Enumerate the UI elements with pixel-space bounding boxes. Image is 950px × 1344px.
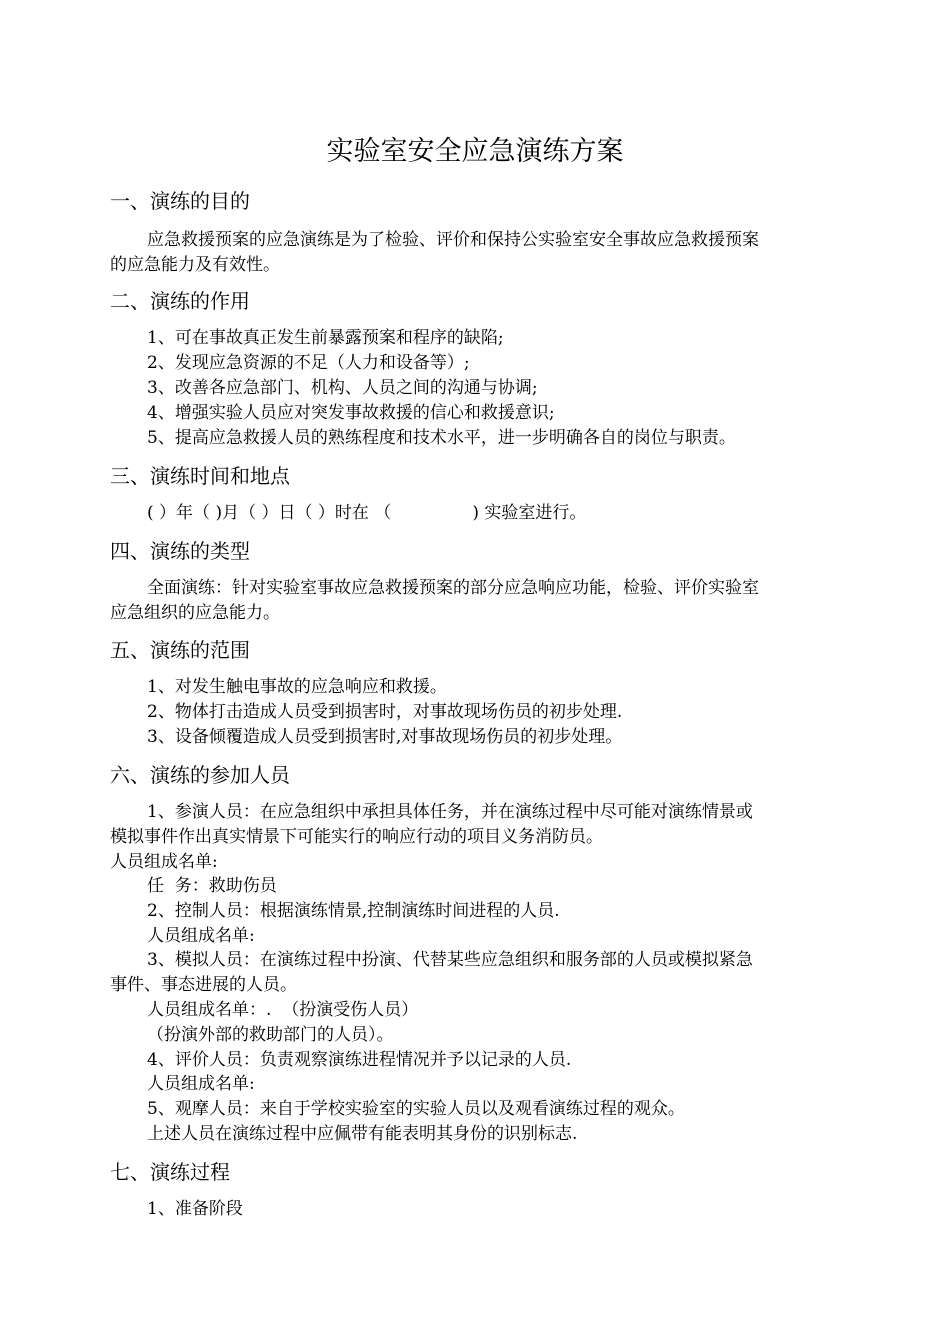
list-item: 3、设备倾覆造成人员受到损害时,对事故现场伤员的初步处理。	[147, 727, 623, 747]
section-heading-participants: 六、演练的参加人员	[110, 763, 290, 787]
list-item: 1、准备阶段	[147, 1199, 243, 1219]
section-heading-scope: 五、演练的范围	[110, 638, 250, 662]
roster-line: 人员组成名单:	[147, 1074, 255, 1094]
section-heading-time-place: 三、演练时间和地点	[110, 464, 290, 488]
paragraph-line: 的应急能力及有效性。	[110, 255, 280, 275]
list-item: 4、增强实验人员应对突发事故救援的信心和救援意识;	[147, 403, 555, 423]
list-item: 4、评价人员：负责观察演练进程情况并予以记录的人员.	[147, 1050, 572, 1070]
paragraph-line: 应急组织的应急能力。	[110, 603, 280, 623]
list-item: 2、发现应急资源的不足（人力和设备等）;	[147, 353, 470, 373]
roster-line: 人员组成名单:	[110, 852, 218, 872]
paragraph-line: 模拟事件作出真实情景下可能实行的响应行动的项目义务消防员。	[110, 827, 603, 847]
document-title: 实验室安全应急演练方案	[326, 136, 624, 167]
task-line: 任 务：救助伤员	[147, 876, 277, 896]
paragraph-line: 3、模拟人员：在演练过程中扮演、代替某些应急组织和服务部的人员或模拟紧急	[147, 950, 753, 970]
roster-line: 人员组成名单：. （扮演受伤人员）	[147, 1000, 419, 1020]
list-item: 5、观摩人员：来自于学校实验室的实验人员以及观看演练过程的观众。	[147, 1099, 685, 1119]
roster-line: （扮演外部的救助部门的人员）。	[147, 1025, 394, 1045]
list-item: 1、对发生触电事故的应急响应和救援。	[147, 677, 447, 697]
time-place-line: ( ）年（ )月（ ）日（ ）时在 （ ) 实验室进行。	[147, 503, 587, 523]
list-item: 2、物体打击造成人员受到损害时，对事故现场伤员的初步处理.	[147, 702, 623, 722]
section-heading-purpose: 一、演练的目的	[110, 189, 250, 213]
roster-line: 人员组成名单:	[147, 926, 255, 946]
paragraph-line: 事件、事态进展的人员。	[110, 975, 297, 995]
paragraph-line: 全面演练：针对实验室事故应急救援预案的部分应急响应功能，检验、评价实验室	[147, 578, 759, 598]
section-heading-process: 七、演练过程	[110, 1160, 230, 1184]
paragraph-line: 1、参演人员：在应急组织中承担具体任务，并在演练过程中尽可能对演练情景或	[147, 802, 753, 822]
section-heading-type: 四、演练的类型	[110, 539, 250, 563]
list-item: 3、改善各应急部门、机构、人员之间的沟通与协调;	[147, 378, 538, 398]
list-item: 2、控制人员：根据演练情景,控制演练时间进程的人员.	[147, 901, 560, 921]
list-item: 1、可在事故真正发生前暴露预案和程序的缺陷;	[147, 328, 504, 348]
note-line: 上述人员在演练过程中应佩带有能表明其身份的识别标志.	[147, 1124, 578, 1144]
list-item: 5、提高应急救援人员的熟练程度和技术水平，进一步明确各自的岗位与职责。	[147, 428, 736, 448]
section-heading-role: 二、演练的作用	[110, 289, 250, 313]
paragraph-line: 应急救援预案的应急演练是为了检验、评价和保持公实验室安全事故应急救援预案	[147, 230, 759, 250]
